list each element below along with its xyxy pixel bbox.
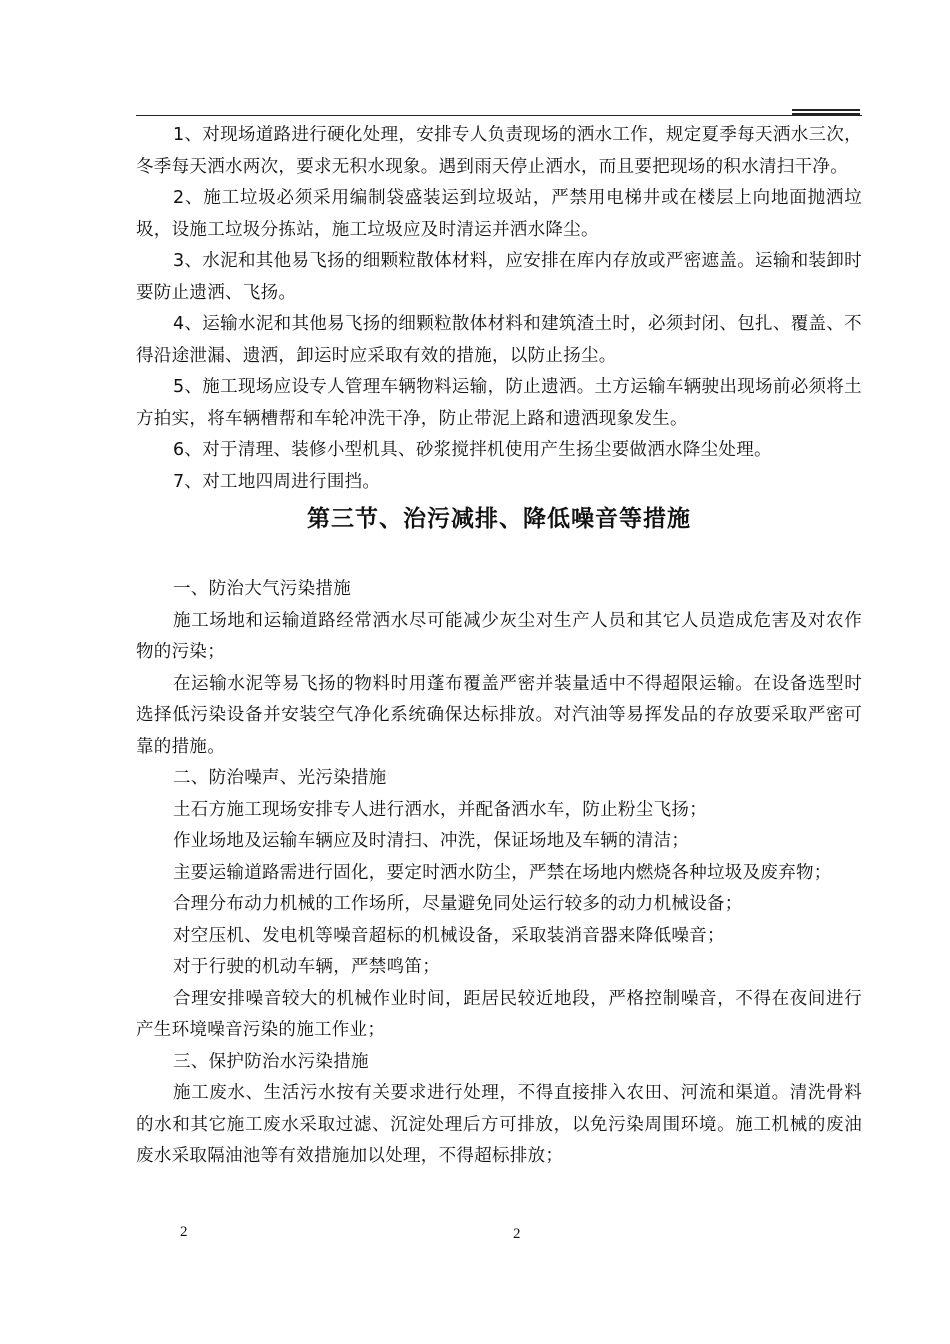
subsection-title: 一、防治大气污染措施 <box>173 579 351 599</box>
paragraph: 对空压机、发电机等噪音超标的机械设备，采取装消音器来降低噪音； <box>173 925 725 946</box>
paragraph: 5、施工现场应设专人管理车辆物料运输，防止遗洒。土方运输车辆驶出现场前必须将土方拍实，将车辆槽帮和车轮冲洗干净，防止带泥上路和遗洒现象发生。 <box>136 377 862 429</box>
paragraph: 2、施工垃圾必须采用编制袋盛装运到垃圾站，严禁用电梯井或在楼层上向地面抛洒垃圾，设施工垃圾分拣站，施工垃圾应及时清运并洒水降尘。 <box>136 188 862 240</box>
paragraph: 施工场地和运输道路经常洒水尽可能减少灰尘对生产人员和其它人员造成危害及对农作物的污染； <box>136 610 862 662</box>
paragraph: 对于行驶的机动车辆，严禁鸣笛； <box>173 957 440 977</box>
paragraph: 1、对现场道路进行硬化处理，安排专人负责现场的洒水工作，规定夏季每天洒水三次，冬季每天洒水两次，要求无积水现象。遇到雨天停止洒水，而且要把现场的积水清扫干净。 <box>136 125 862 177</box>
header-rule <box>136 115 862 116</box>
paragraph: 作业场地及运输车辆应及时清扫、冲洗，保证场地及车辆的清洁； <box>173 831 690 851</box>
spacer <box>136 537 862 574</box>
header-corner-mark <box>792 109 860 111</box>
header-corner-mark <box>792 113 860 115</box>
paragraph: 合理安排噪音较大的机械作业时间，距居民较近地段，严格控制噪音，不得在夜间进行产生环境噪音污染的施工作业； <box>136 988 862 1040</box>
section-heading: 第三节、治污减排、降低噪音等措施 <box>307 506 691 532</box>
page-number-center: 2 <box>513 1226 521 1242</box>
page-number-left: 2 <box>180 1224 188 1240</box>
subsection-title: 二、防治噪声、光污染措施 <box>173 768 387 788</box>
paragraph: 4、运输水泥和其他易飞扬的细颗粒散体材料和建筑渣土时，必须封闭、包扎、覆盖、不得沿途泄漏、遗洒，卸运时应采取有效的措施，以防止扬尘。 <box>136 314 862 366</box>
paragraph: 7、对工地四周进行围挡。 <box>173 471 381 492</box>
document-body <box>136 120 862 1173</box>
paragraph: 主要运输道路需进行固化，要定时洒水防尘，严禁在场地内燃烧各种垃圾及废弃物； <box>173 862 832 883</box>
paragraph: 6、对于清理、装修小型机具、砂浆搅拌机使用产生扬尘要做洒水降尘处理。 <box>173 440 772 460</box>
paragraph: 土石方施工现场安排专人进行洒水，并配备洒水车，防止粉尘飞扬； <box>173 799 707 820</box>
paragraph: 3、水泥和其他易飞扬的细颗粒散体材料，应安排在库内存放或严密遮盖。运输和装卸时要防止遗洒、飞扬。 <box>136 251 862 303</box>
paragraph: 在运输水泥等易飞扬的物料时用蓬布覆盖严密并装量适中不得超限运输。在设备选型时选择低污染设备并安装空气净化系统确保达标排放。对汽油等易挥发品的存放要采取严密可靠的措施。 <box>136 673 862 757</box>
paragraph: 施工废水、生活污水按有关要求进行处理，不得直接排入农田、河流和渠道。清洗骨料的水和其它施工废水采取过滤、沉淀处理后方可排放，以免污染周围环境。施工机械的废油废水采取隔油池等有效措施加以处理，不得超标排放； <box>136 1083 862 1166</box>
paragraph: 合理分布动力机械的工作场所，尽量避免同处运行较多的动力机械设备； <box>173 894 743 914</box>
subsection-title: 三、保护防治水污染措施 <box>173 1051 369 1072</box>
